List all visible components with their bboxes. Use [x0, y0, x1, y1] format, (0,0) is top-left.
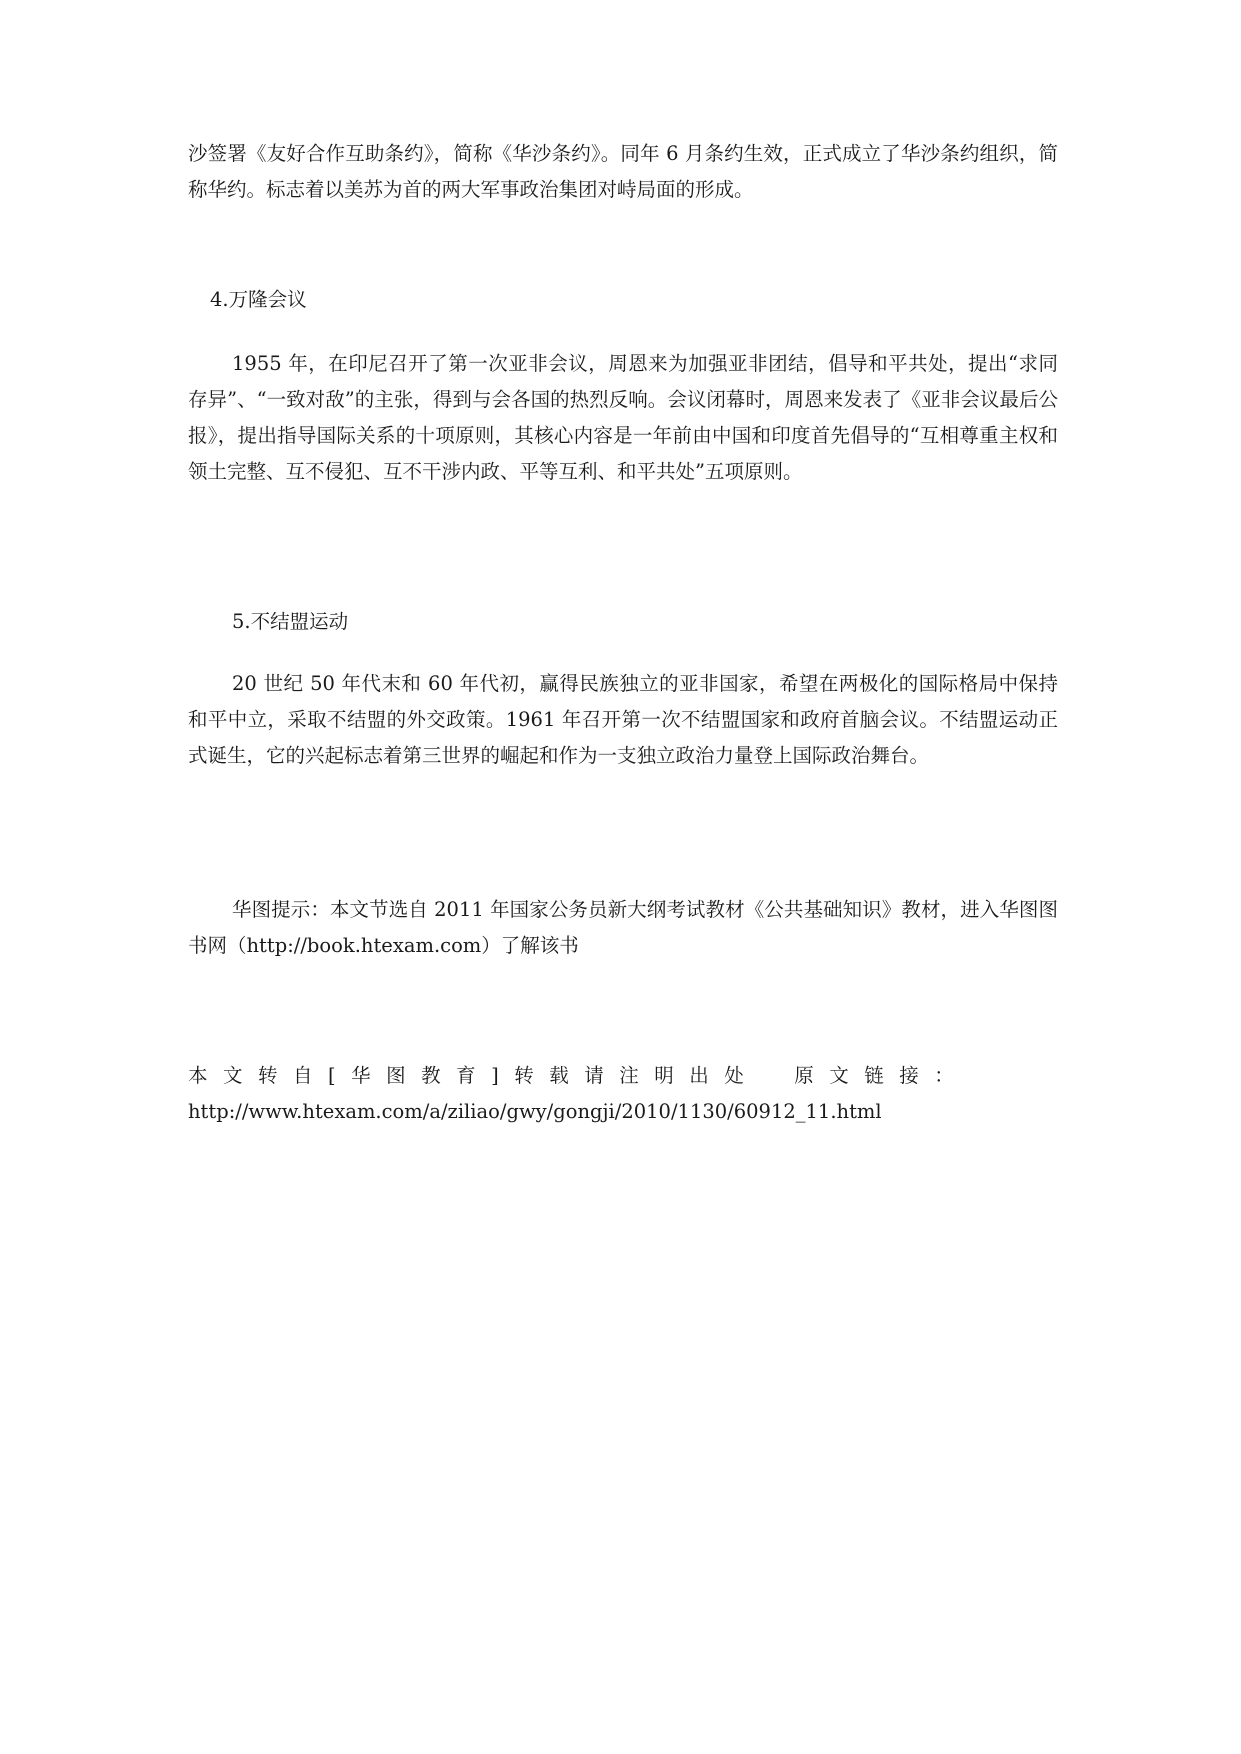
- source-attribution-line: 本文转自[华图教育]转载请注明出处 原文链接：: [188, 1064, 970, 1087]
- paragraph-bandung-conference: 1955 年，在印尼召开了第一次亚非会议，周恩来为加强亚非团结，倡导和平共处，提出“求同存异”、“一致对敌”的主张，得到与会各国的热烈反响。会议闭幕时，周恩来发表了《亚非会议最后公报》，提出指导国际关系的十项原则，其核心内容是一年前由中国和印度首先倡导的“互相尊重主权和领土完整、互不侵犯、互不干涉内政、平等互利、和平共处”五项原则。: [188, 352, 1058, 483]
- section-heading-bandung-conference: 4.万隆会议: [210, 288, 307, 311]
- source-url-link[interactable]: http://www.htexam.com/a/ziliao/gwy/gongji/2010/1130/60912_11.html: [188, 1100, 882, 1123]
- htexam-note-paragraph: 华图提示：本文节选自 2011 年国家公务员新大纲考试教材《公共基础知识》教材，进入华图图书网（http://book.htexam.com）了解该书: [188, 898, 1058, 957]
- section-heading-non-aligned-movement: 5.不结盟运动: [232, 610, 349, 633]
- paragraph-non-aligned-movement: 20 世纪 50 年代末和 60 年代初，赢得民族独立的亚非国家，希望在两极化的国际格局中保持和平中立，采取不结盟的外交政策。1961 年召开第一次不结盟国家和政府首脑会议。不结盟运动正式诞生，它的兴起标志着第三世界的崛起和作为一支独立政治力量登上国际政治舞台。: [188, 672, 1058, 767]
- paragraph-warsaw-pact: 沙签署《友好合作互助条约》，简称《华沙条约》。同年 6 月条约生效，正式成立了华沙条约组织，简称华约。标志着以美苏为首的两大军事政治集团对峙局面的形成。: [188, 142, 1058, 201]
